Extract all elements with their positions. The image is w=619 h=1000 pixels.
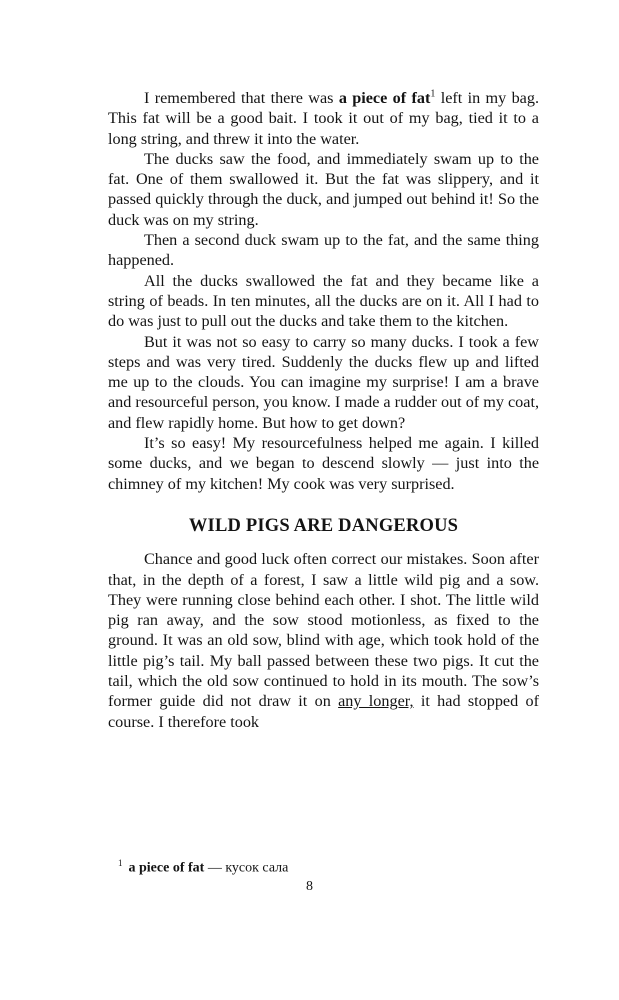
footnote-reference: 1 bbox=[430, 88, 436, 100]
paragraph-text: left in my bag. This fat will be a good bait. I took it out of my bag, tied it to a long string, and threw it into the water. bbox=[108, 89, 539, 148]
glossed-term: a piece of fat bbox=[338, 89, 431, 107]
paragraph-text: Chance and good luck often correct our mistakes. Soon after that, in the depth of a forest, I saw a little wild pig and a sow. They were running close behind each other. I shot. The little wild pig ran away, and the sow stood motionless, as fixed to the ground. It was an old sow, blind with age, which took hold of the little pig’s tail. My ball passed between these two pigs. It cut the tail, which the old sow continued to hold in its mouth. The sow’s former guide did not draw it on bbox=[108, 550, 539, 711]
section-heading: WILD PIGS ARE DANGEROUS bbox=[188, 515, 459, 536]
footnote-mark: 1 bbox=[118, 858, 123, 868]
paragraph-4: All the ducks swallowed the fat and they became like a string of beads. In ten minutes, all the ducks are on it. All I had to do was just to pull out the ducks and take them to the kitchen. bbox=[108, 271, 539, 331]
paragraph-6: It’s so easy! My resourcefulness helped me again. I killed some ducks, and we began to descend slowly — just into the chimney of my kitchen! My cook was very surprised. bbox=[108, 434, 539, 493]
footnote-translation: кусок сала bbox=[225, 860, 289, 876]
underlined-text: any longer, bbox=[338, 692, 414, 711]
footnote-term: a piece of fat bbox=[128, 860, 205, 876]
page-body bbox=[108, 88, 539, 732]
paragraph-1 bbox=[108, 88, 539, 149]
footnote-dash: — bbox=[207, 860, 222, 876]
paragraph-3: Then a second duck swam up to the fat, and the same thing happened. bbox=[108, 231, 539, 270]
footnote bbox=[108, 858, 539, 877]
paragraph-text: I remembered that there was bbox=[144, 89, 339, 107]
paragraph-7 bbox=[108, 549, 539, 732]
page-number: 8 bbox=[306, 879, 313, 894]
paragraph-text: it had stopped of course. I therefore took bbox=[108, 692, 539, 731]
paragraph-5: But it was not so easy to carry so many ducks. I took a few steps and was very tired. Suddenly the ducks flew up and lifted me up to the clouds. You can imagine my surprise! I am a brave and resourceful person, you know. I made a rudder out of my coat, and flew rapidly home. But how to get down? bbox=[108, 332, 539, 432]
paragraph-2: The ducks saw the food, and immediately swam up to the fat. One of them swallowed it. But the fat was slippery, and it passed quickly through the duck, and jumped out behind it! So the duck was on my string. bbox=[108, 149, 539, 229]
